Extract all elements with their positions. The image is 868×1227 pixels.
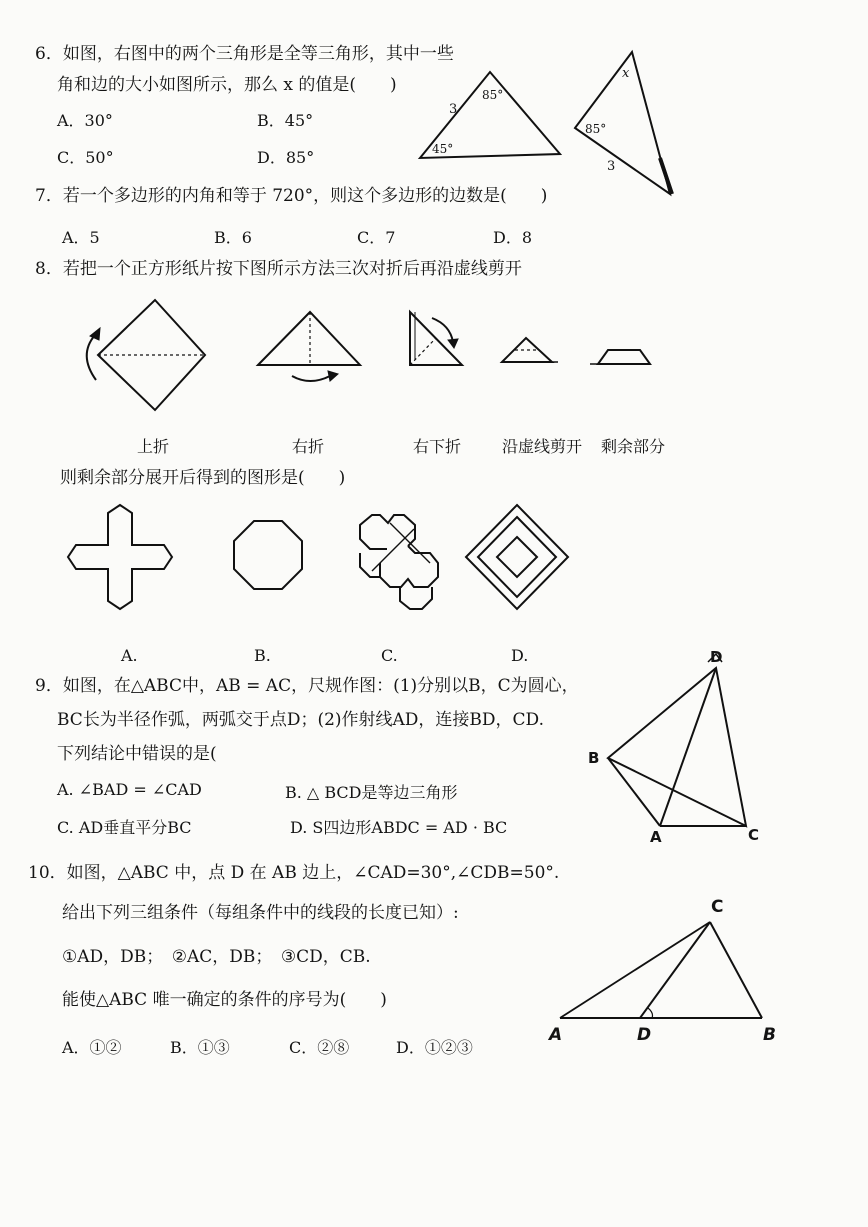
q6-option-d[interactable]: D．85° [257,148,315,167]
q7-option-a[interactable]: A．5 [62,228,100,247]
q9-triangle-figure [590,650,770,840]
q10-fig-label-a: A [549,1025,563,1045]
q6-fig-side-3a: 3 [449,102,458,117]
q8-option-c[interactable]: C. [381,646,398,665]
q9-option-d[interactable]: D. S四边形ABDC = AD · BC [290,818,508,837]
q6-fig-angle-85a: 85° [482,88,504,102]
q8-shape-b [234,521,302,589]
q10-option-c[interactable]: C．②⑧ [289,1038,350,1057]
q10-conditions: ①AD，DB； ②AC，DB； ③CD，CB. [62,947,371,967]
q8-caption-fold-right: 右折 [292,437,325,456]
q9-fig-label-b: B [588,749,600,767]
q10-option-d[interactable]: D．①②③ [396,1038,473,1057]
q6-stem-line1: 6．如图，右图中的两个三角形是全等三角形，其中一些 [35,44,454,64]
q6-triangles-figure [410,40,690,205]
q8-option-a[interactable]: A. [121,646,138,665]
q8-caption-fold-up: 上折 [137,437,170,456]
q9-option-b[interactable]: B. △ BCD是等边三角形 [285,783,458,802]
q8-caption-cut-dashed: 沿虚线剪开 [502,437,583,456]
q10-triangle-figure [550,910,780,1030]
q9-stem-line3: 下列结论中错误的是( [57,744,217,764]
q8-answer-shapes-figure [60,505,580,615]
q6-stem-line2: 角和边的大小如图所示，那么 x 的值是( ) [57,75,397,95]
q9-fig-label-a: A [650,828,662,846]
q8-shape-a [68,505,172,609]
q9-fig-label-d: D [710,648,723,666]
q8-caption-fold-lower-right: 右下折 [413,437,462,456]
q7-option-c[interactable]: C．7 [357,228,396,247]
q7-option-d[interactable]: D．8 [493,228,533,247]
q9-option-a[interactable]: A. ∠BAD = ∠CAD [57,780,202,799]
q8-stem-line2: 则剩余部分展开后得到的图形是( ) [60,468,346,488]
q10-option-b[interactable]: B．①③ [170,1038,230,1057]
q6-option-c[interactable]: C．50° [57,148,114,167]
q8-option-d[interactable]: D. [511,646,529,665]
q6-option-a[interactable]: A．30° [57,111,113,130]
q8-shape-d-outer [466,505,568,609]
q6-fig-angle-45: 45° [432,142,454,156]
q6-option-b[interactable]: B．45° [257,111,314,130]
q10-stem-line1: 10．如图，△ABC 中，点 D 在 AB 边上，∠CAD=30°,∠CDB=50°. [28,863,560,883]
q10-fig-label-c: C [711,897,724,917]
q10-stem-line2: 给出下列三组条件（每组条件中的线段的长度已知）: [62,903,459,923]
q10-fig-label-b: B [763,1025,776,1045]
q9-fig-label-c: C [748,826,760,844]
q8-stem-line1: 8．若把一个正方形纸片按下图所示方法三次对折后再沿虚线剪开 [35,259,522,279]
q8-folding-steps-figure [70,300,670,420]
q7-option-b[interactable]: B．6 [214,228,252,247]
q6-fig-side-3b: 3 [607,159,616,174]
q10-option-a[interactable]: A．①② [62,1038,122,1057]
q6-fig-x: x [622,66,630,81]
q8-option-b[interactable]: B. [254,646,271,665]
q9-option-c[interactable]: C. AD垂直平分BC [57,818,192,837]
q10-fig-label-d: D [637,1025,652,1045]
q6-fig-angle-85b: 85° [585,122,607,136]
q9-stem-line1: 9．如图，在△ABC中，AB = AC，尺规作图：(1)分别以B，C为圆心， [35,676,579,696]
q8-shape-d-middle [478,517,556,597]
q8-shape-c [360,515,438,609]
q8-shape-d-inner [497,537,537,577]
q8-caption-remaining: 剩余部分 [601,437,666,456]
q9-triangle-bdc [608,668,746,826]
q9-stem-line2: BC长为半径作弧，两弧交于点D；(2)作射线AD，连接BD，CD. [57,710,544,730]
q7-stem: 7．若一个多边形的内角和等于 720°，则这个多边形的边数是( ) [35,186,548,206]
q10-stem-line4: 能使△ABC 唯一确定的条件的序号为( ) [62,990,387,1010]
